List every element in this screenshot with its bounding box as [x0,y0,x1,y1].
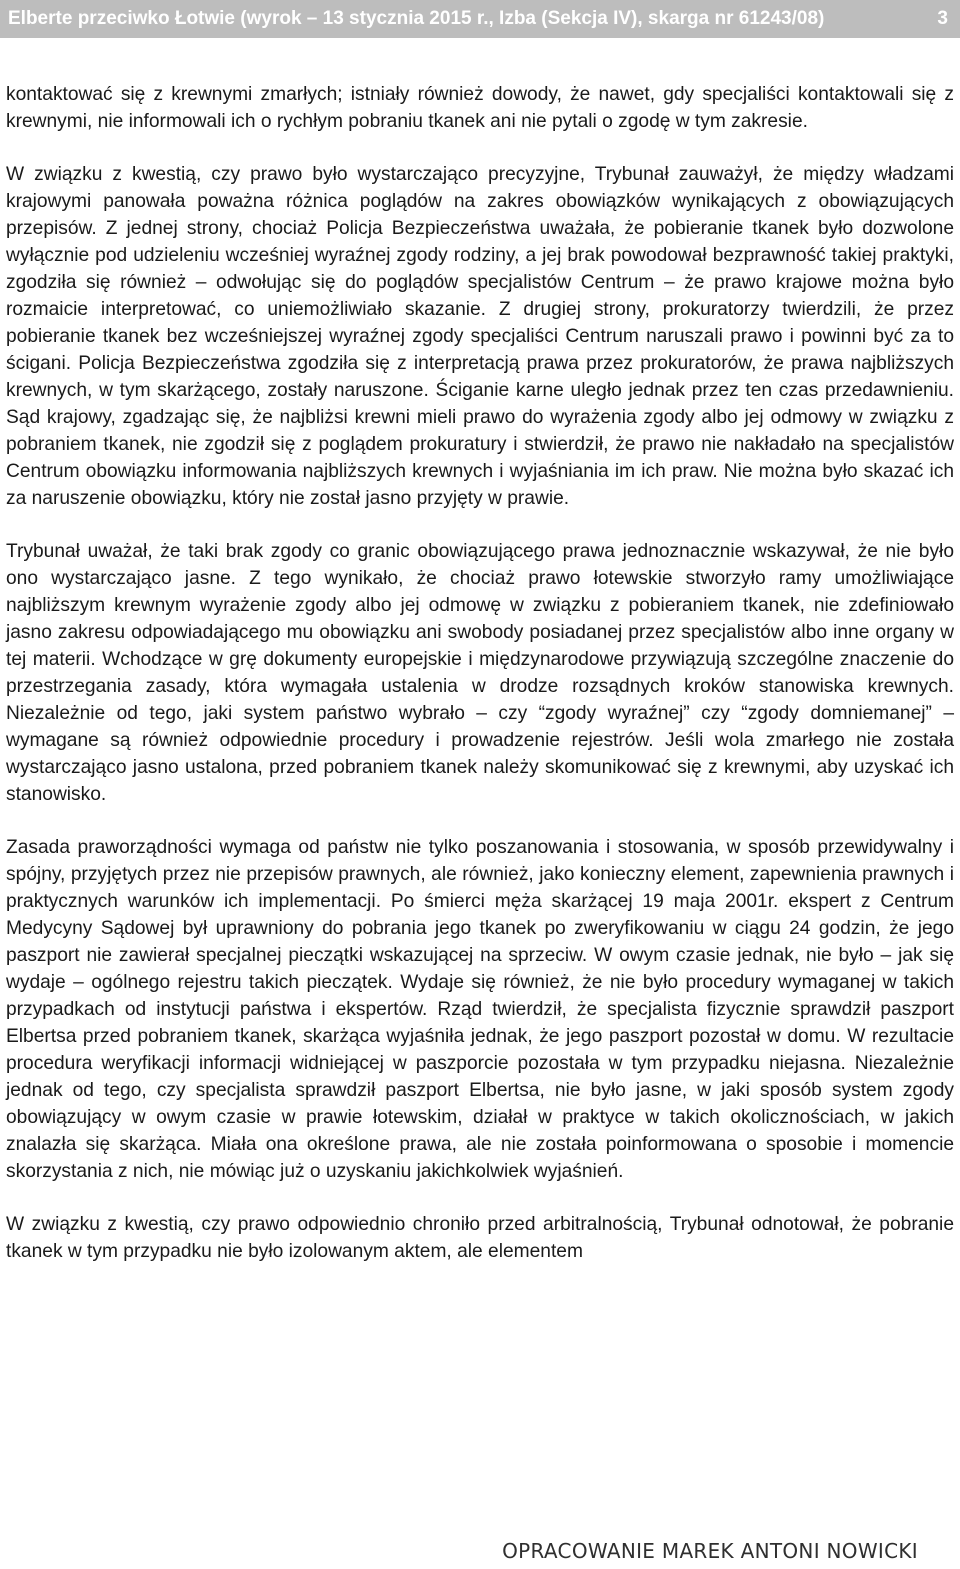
paragraph: kontaktować się z krewnymi zmarłych; istniały również dowody, że nawet, gdy specjaliści kontaktowali się z krewnymi, nie informowali ich o rychłym pobraniu tkanek ani nie pytali o zgodę w tym zakresie. [6,84,954,132]
page-header [0,0,960,38]
document-body [6,81,954,1291]
paragraph: W związku z kwestią, czy prawo odpowiednio chroniło przed arbitralnością, Trybunał odnotował, że pobranie tkanek w tym przypadku nie było izolowanym aktem, ale elementem [6,1214,954,1262]
paragraph: Zasada praworządności wymaga od państw nie tylko poszanowania i stosowania, w sposób przewidywalny i spójny, przyjętych przez nie przepisów prawnych, ale również, jako konieczny element, zapewnienia prawnych i praktycznych warunków ich implementacji. Po śmierci męża skarżącej 19 maja 2001r. ekspert z Centrum Medycyny Sądowej był uprawniony do pobrania jego tkanek po zweryfikowaniu w ciągu 24 godzin, że jego paszport nie zawierał specjalnej pieczątki wskazującej na sprzeciw. W owym czasie jednak, nie było – jak się wydaje – ogólnego rejestru takich pieczątek. Wydaje się również, że nie było procedury wymaganej w takich przypadkach od instytucji państwa i ekspertów. Rząd twierdził, że specjalista fizycznie sprawdził paszport Elbertsa przed pobraniem tkanek, skarżąca wyjaśniła jednak, że jego paszport pozostał w domu. W rezultacie procedura weryfikacji informacji widniejącej w paszporcie pozostała w tym przypadku niejasna. Niezależnie jednak od tego, czy specjalista sprawdził paszport Elbertsa, nie było jasne, w jaki sposób system zgody obowiązujący w owym czasie w prawie łotewskim, działał w praktyce w takich okolicznościach, w jakich znalazła się skarżąca. Miała ona określone prawa, ale nie została poinformowana o sposobie i momencie skorzystania z nich, nie mówiąc już o uzyskaniu jakichkolwiek wyjaśnień. [6,837,954,1182]
footer-brand: OPRACOWANIE MAREK ANTONI NOWICKI [502,1539,918,1563]
paragraph: Trybunał uważał, że taki brak zgody co granic obowiązującego prawa jednoznacznie wskazywał, że nie było ono wystarczająco jasne. Z tego wynikało, że chociaż prawo łotewskie stworzyło ramy umożliwiające najbliższym krewnym wyrażenie zgody albo jej odmowę w związku z pobieraniem tkanek, nie zdefiniowało jasno zakresu odpowiadającego mu obowiązku ani swobody posiadanej przez specjalistów albo inne organy w tej materii. Wchodzące w grę dokumenty europejskie i międzynarodowe przywiązują szczególne znaczenie do przestrzegania zasady, która wymagała ustalenia w drodze rozsądnych kroków stanowiska krewnych. Niezależnie od tego, jaki system państwo wybrało – czy “zgody wyraźnej” czy “zgody domniemanej” – wymagane są również odpowiednie procedury i prowadzenie rejestrów. Jeśli wola zmarłego nie została wystarczająco jasno ustalona, przed pobraniem tkanek należy skomunikować się z krewnymi, aby uzyskać ich stanowisko. [6,541,954,805]
page-number: 3 [937,8,948,29]
paragraph: W związku z kwestią, czy prawo było wystarczająco precyzyjne, Trybunał zauważył, że między władzami krajowymi panowała poważna różnica poglądów na zakres obowiązków wynikających z obowiązujących przepisów. Z jednej strony, chociaż Policja Bezpieczeństwa uważała, że pobieranie tkanek było dozwolone wyłącznie pod udzieleniu wcześniej wyraźnej zgody rodziny, a jej brak powodował bezprawność takiej praktyki, zgodziła się również – odwołując się do poglądów specjalistów Centrum – że prawo krajowe można było rozmaicie interpretować, co uniemożliwiało skazanie. Z drugiej strony, prokuratorzy twierdzili, że przez pobieranie tkanek bez wcześniejszej wyraźnej zgody specjaliści Centrum naruszali prawo i powinni być za to ścigani. Policja Bezpieczeństwa zgodziła się z interpretacją prawa przez prokuratorów, że prawa najbliższych krewnych, w tym skarżącego, zostały naruszone. Ściganie karne uległo jednak przez ten czas przedawnieniu. Sąd krajowy, zgadzając się, że najbliżsi krewni mieli prawo do wyrażenia zgody albo jej odmowy w związku z pobraniem tkanek, nie zgodził się z poglądem prokuratury i stwierdził, że prawo nie nakładało na specjalistów Centrum obowiązku informowania najbliższych krewnych i wyjaśniania im ich praw. Nie można było skazać ich za naruszenie obowiązku, który nie został jasno przyjęty w prawie. [6,164,954,509]
document-title: Elberte przeciwko Łotwie (wyrok – 13 stycznia 2015 r., Izba (Sekcja IV), skarga nr 61243/08) [8,8,825,29]
